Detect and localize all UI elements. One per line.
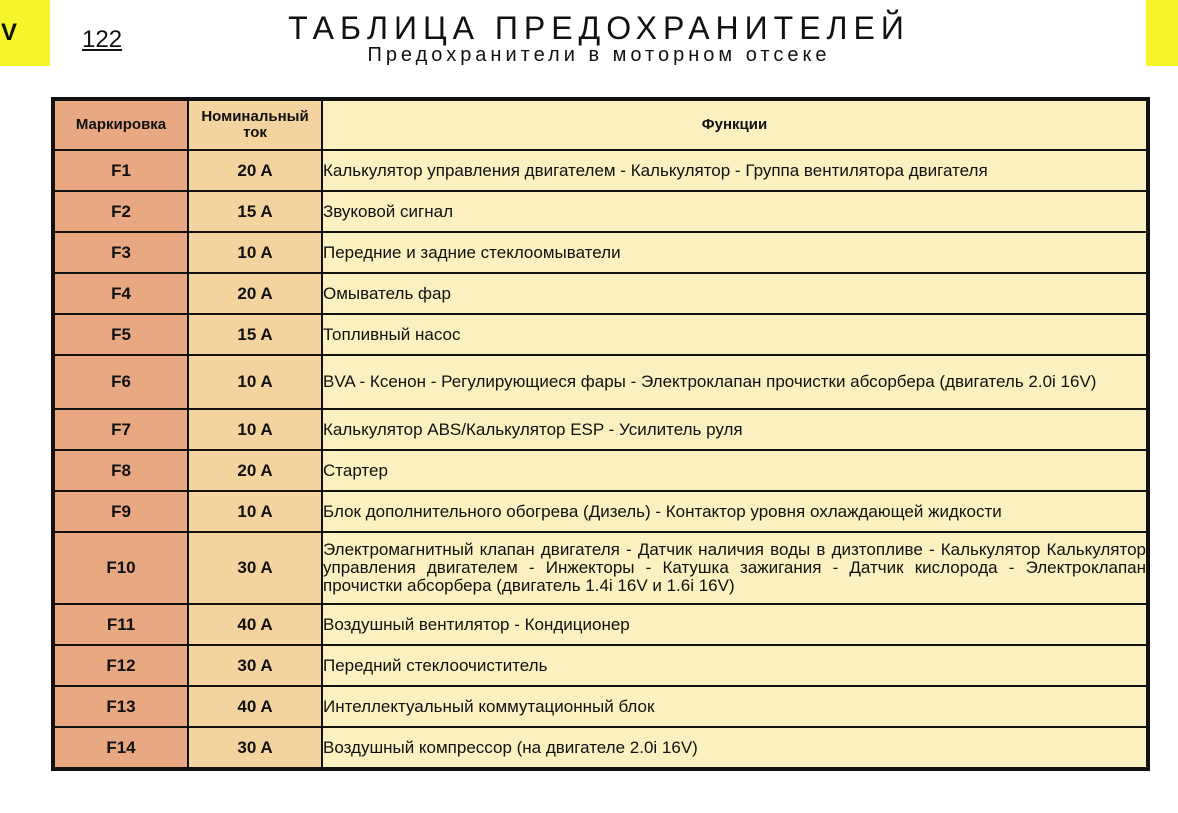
side-tab-letter: V — [1, 19, 18, 46]
header-functions: Функции — [322, 99, 1148, 150]
fuse-table — [51, 97, 1150, 771]
fuse-current: 20 A — [188, 150, 322, 191]
fuse-current: 10 A — [188, 409, 322, 450]
fuse-mark: F2 — [53, 191, 188, 232]
table-row — [53, 232, 1148, 273]
table-row — [53, 273, 1148, 314]
fuse-mark: F9 — [53, 491, 188, 532]
fuse-current: 20 A — [188, 273, 322, 314]
table-row — [53, 686, 1148, 727]
table-row — [53, 450, 1148, 491]
fuse-current: 15 A — [188, 191, 322, 232]
table-row — [53, 727, 1148, 769]
fuse-function: Воздушный вентилятор - Кондиционер — [322, 604, 1148, 645]
fuse-mark: F3 — [53, 232, 188, 273]
fuse-current: 10 A — [188, 232, 322, 273]
header-current-line2: ток — [243, 124, 267, 141]
fuse-mark: F1 — [53, 150, 188, 191]
page-number: 122 — [82, 26, 123, 53]
fuse-current: 20 A — [188, 450, 322, 491]
table-row — [53, 150, 1148, 191]
header-marking: Маркировка — [53, 99, 188, 150]
table-row — [53, 645, 1148, 686]
fuse-mark: F14 — [53, 727, 188, 769]
table-row — [53, 191, 1148, 232]
fuse-current: 10 A — [188, 355, 322, 409]
fuse-function: Стартер — [322, 450, 1148, 491]
fuse-function: Воздушный компрессор (на двигателе 2.0i 16V) — [322, 727, 1148, 769]
fuse-function: Интеллектуальный коммутационный блок — [322, 686, 1148, 727]
fuse-current: 30 A — [188, 532, 322, 604]
fuse-current: 30 A — [188, 645, 322, 686]
fuse-function: BVA - Ксенон - Регулирующиеся фары - Электроклапан прочистки абсорбера (двигатель 2.0i 16V) — [322, 355, 1148, 409]
table-row — [53, 491, 1148, 532]
table-row — [53, 604, 1148, 645]
fuse-mark: F4 — [53, 273, 188, 314]
header-current-line1: Номинальный — [201, 108, 309, 125]
fuse-mark: F13 — [53, 686, 188, 727]
table-row — [53, 532, 1148, 604]
fuse-mark: F8 — [53, 450, 188, 491]
table-row — [53, 314, 1148, 355]
header-current — [188, 99, 322, 150]
fuse-function: Омыватель фар — [322, 273, 1148, 314]
table-header-row — [53, 99, 1148, 150]
fuse-current: 40 A — [188, 686, 322, 727]
table-row — [53, 355, 1148, 409]
fuse-mark: F12 — [53, 645, 188, 686]
fuse-function: Топливный насос — [322, 314, 1148, 355]
page-title: ТАБЛИЦА ПРЕДОХРАНИТЕЛЕЙ — [288, 10, 910, 46]
fuse-current: 40 A — [188, 604, 322, 645]
fuse-function: Передние и задние стеклоомыватели — [322, 232, 1148, 273]
fuse-mark: F10 — [53, 532, 188, 604]
fuse-function: Передний стеклоочиститель — [322, 645, 1148, 686]
fuse-function: Звуковой сигнал — [322, 191, 1148, 232]
fuse-current: 30 A — [188, 727, 322, 769]
fuse-function: Калькулятор ABS/Калькулятор ESP - Усилитель руля — [322, 409, 1148, 450]
fuse-function: Блок дополнительного обогрева (Дизель) - Контактор уровня охлаждающей жидкости — [322, 491, 1148, 532]
fuse-mark: F5 — [53, 314, 188, 355]
fuse-mark: F6 — [53, 355, 188, 409]
fuse-mark: F7 — [53, 409, 188, 450]
fuse-function: Калькулятор управления двигателем - Калькулятор - Группа вентилятора двигателя — [322, 150, 1148, 191]
fuse-mark: F11 — [53, 604, 188, 645]
page-subtitle: Предохранители в моторном отсеке — [367, 44, 831, 66]
fuse-current: 15 A — [188, 314, 322, 355]
fuse-current: 10 A — [188, 491, 322, 532]
fuse-function: Электромагнитный клапан двигателя - Датчик наличия воды в дизтопливе - Калькулятор Калькулятор управления двигателем - Инжекторы - Катушка зажигания - Датчик кислорода - Электроклапан прочистки абсорбера (двигатель 1.4i 16V и 1.6i 16V) — [322, 532, 1148, 604]
table-row — [53, 409, 1148, 450]
